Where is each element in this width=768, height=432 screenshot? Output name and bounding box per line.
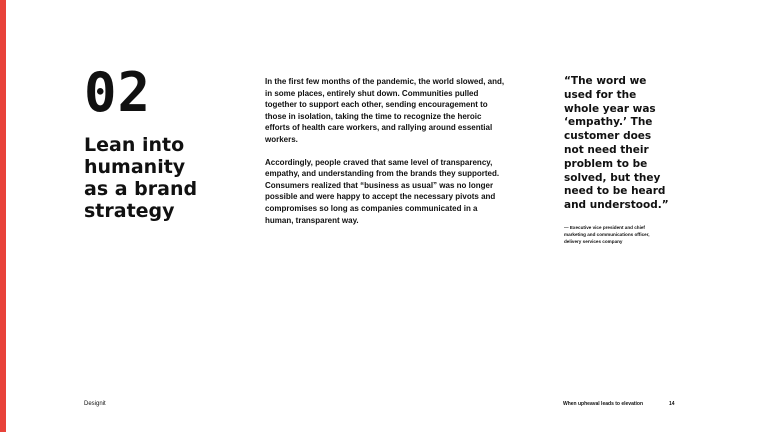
section-title: Lean into humanity as a brand strategy: [84, 134, 198, 222]
pull-quote: “The word we used for the whole year was ‘empathy.’ The customer does not need their problem to be solved, but they need to be heard and understood.”: [564, 75, 669, 212]
body-paragraph-2: Accordingly, people craved that same level of transparency, empathy, and understanding from the brands they supported. Consumers realized that “business as usual” was no longer possible and were happy to accept the necessary pivots and compromises so long as companies communicated in a human, transparent way.: [265, 157, 500, 225]
footer-brand: Designit: [84, 401, 106, 407]
section-number: 02: [84, 61, 152, 124]
quote-attribution: — Executive vice president and chief marketing and communications officer, delivery services company: [564, 225, 650, 244]
body-paragraph-1: In the first few months of the pandemic, the world slowed, and, in some places, entirely shut down. Communities pulled together to support each other, sending encouragement to those in isolation, taking the time to recognize the heroic efforts of health care workers, and rallying around essential workers.: [265, 77, 505, 144]
body-copy: [265, 76, 505, 237]
accent-bar: [0, 0, 6, 432]
page-number: 14: [669, 401, 675, 407]
footer-report-title: When upheaval leads to elevation: [563, 401, 644, 407]
